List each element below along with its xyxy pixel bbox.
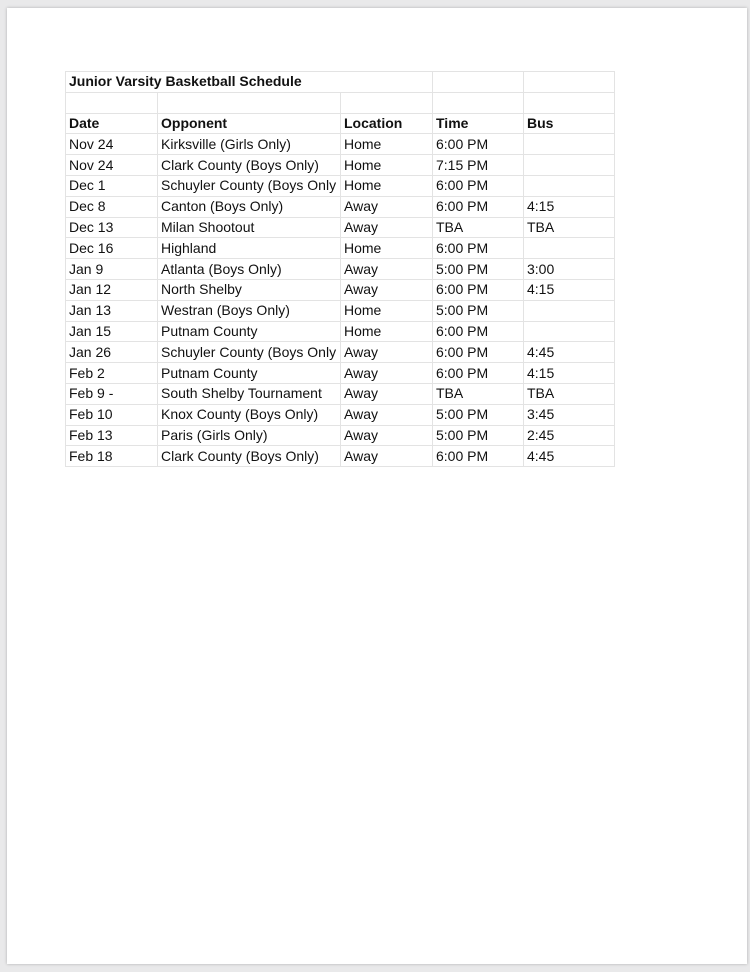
cell-date: Feb 18 — [66, 446, 158, 467]
cell-location: Away — [341, 342, 433, 363]
cell-location: Home — [341, 134, 433, 155]
cell-bus — [524, 300, 615, 321]
cell-bus: 4:45 — [524, 342, 615, 363]
cell-opponent: Putnam County — [158, 363, 341, 384]
empty-cell — [433, 92, 524, 113]
cell-opponent: Clark County (Boys Only) — [158, 446, 341, 467]
header-date: Date — [66, 113, 158, 134]
table-row — [66, 321, 615, 342]
cell-bus: 3:45 — [524, 404, 615, 425]
cell-date: Feb 10 — [66, 404, 158, 425]
cell-date: Jan 26 — [66, 342, 158, 363]
table-row — [66, 196, 615, 217]
cell-bus: 3:00 — [524, 259, 615, 280]
cell-location: Home — [341, 238, 433, 259]
table-row — [66, 446, 615, 467]
cell-time: 5:00 PM — [433, 425, 524, 446]
cell-location: Home — [341, 321, 433, 342]
table-row — [66, 404, 615, 425]
cell-location: Away — [341, 446, 433, 467]
table-row — [66, 363, 615, 384]
cell-time: 6:00 PM — [433, 279, 524, 300]
cell-date: Nov 24 — [66, 134, 158, 155]
cell-opponent: Knox County (Boys Only) — [158, 404, 341, 425]
schedule-title: Junior Varsity Basketball Schedule — [66, 72, 433, 93]
cell-opponent: North Shelby — [158, 279, 341, 300]
table-row — [66, 300, 615, 321]
cell-date: Jan 13 — [66, 300, 158, 321]
cell-opponent: Clark County (Boys Only) — [158, 155, 341, 176]
cell-location: Home — [341, 175, 433, 196]
empty-cell — [524, 92, 615, 113]
cell-bus: 4:15 — [524, 279, 615, 300]
cell-bus: TBA — [524, 383, 615, 404]
cell-bus — [524, 321, 615, 342]
title-row — [66, 72, 615, 93]
table-row — [66, 259, 615, 280]
cell-bus: TBA — [524, 217, 615, 238]
cell-opponent: Highland — [158, 238, 341, 259]
cell-time: TBA — [433, 383, 524, 404]
cell-time: 7:15 PM — [433, 155, 524, 176]
spacer-row — [66, 92, 615, 113]
schedule-table — [65, 71, 615, 467]
cell-opponent: Canton (Boys Only) — [158, 196, 341, 217]
cell-date: Feb 13 — [66, 425, 158, 446]
cell-opponent: Schuyler County (Boys Only — [158, 342, 341, 363]
cell-bus — [524, 238, 615, 259]
cell-location: Away — [341, 196, 433, 217]
cell-date: Feb 2 — [66, 363, 158, 384]
table-row — [66, 175, 615, 196]
cell-date: Dec 1 — [66, 175, 158, 196]
cell-location: Away — [341, 363, 433, 384]
cell-bus: 4:15 — [524, 363, 615, 384]
cell-time: 6:00 PM — [433, 134, 524, 155]
cell-opponent: Atlanta (Boys Only) — [158, 259, 341, 280]
cell-location: Away — [341, 404, 433, 425]
cell-time: 5:00 PM — [433, 300, 524, 321]
cell-bus — [524, 175, 615, 196]
cell-location: Home — [341, 300, 433, 321]
header-row — [66, 113, 615, 134]
table-row — [66, 134, 615, 155]
cell-date: Dec 16 — [66, 238, 158, 259]
cell-bus: 2:45 — [524, 425, 615, 446]
cell-time: 6:00 PM — [433, 446, 524, 467]
cell-time: 6:00 PM — [433, 196, 524, 217]
empty-cell — [341, 92, 433, 113]
table-row — [66, 279, 615, 300]
cell-location: Away — [341, 259, 433, 280]
header-time: Time — [433, 113, 524, 134]
empty-cell — [433, 72, 524, 93]
cell-bus — [524, 155, 615, 176]
empty-cell — [524, 72, 615, 93]
cell-date: Dec 8 — [66, 196, 158, 217]
cell-location: Away — [341, 217, 433, 238]
cell-opponent: Paris (Girls Only) — [158, 425, 341, 446]
header-location: Location — [341, 113, 433, 134]
cell-location: Away — [341, 279, 433, 300]
empty-cell — [66, 92, 158, 113]
cell-opponent: Schuyler County (Boys Only — [158, 175, 341, 196]
cell-opponent: South Shelby Tournament — [158, 383, 341, 404]
cell-date: Jan 15 — [66, 321, 158, 342]
cell-time: 5:00 PM — [433, 404, 524, 425]
cell-time: 6:00 PM — [433, 363, 524, 384]
table-row — [66, 155, 615, 176]
cell-time: TBA — [433, 217, 524, 238]
cell-time: 6:00 PM — [433, 321, 524, 342]
table-row — [66, 217, 615, 238]
cell-time: 6:00 PM — [433, 175, 524, 196]
table-row — [66, 425, 615, 446]
table-row — [66, 383, 615, 404]
cell-opponent: Kirksville (Girls Only) — [158, 134, 341, 155]
empty-cell — [158, 92, 341, 113]
table-row — [66, 238, 615, 259]
cell-time: 5:00 PM — [433, 259, 524, 280]
cell-date: Dec 13 — [66, 217, 158, 238]
cell-location: Home — [341, 155, 433, 176]
cell-time: 6:00 PM — [433, 238, 524, 259]
cell-location: Away — [341, 425, 433, 446]
cell-location: Away — [341, 383, 433, 404]
cell-date: Nov 24 — [66, 155, 158, 176]
cell-bus — [524, 134, 615, 155]
cell-bus: 4:15 — [524, 196, 615, 217]
cell-opponent: Milan Shootout — [158, 217, 341, 238]
cell-date: Jan 9 — [66, 259, 158, 280]
header-bus: Bus — [524, 113, 615, 134]
header-opponent: Opponent — [158, 113, 341, 134]
cell-date: Feb 9 - — [66, 383, 158, 404]
cell-date: Jan 12 — [66, 279, 158, 300]
cell-opponent: Putnam County — [158, 321, 341, 342]
cell-bus: 4:45 — [524, 446, 615, 467]
cell-time: 6:00 PM — [433, 342, 524, 363]
table-row — [66, 342, 615, 363]
document-page — [7, 8, 747, 964]
cell-opponent: Westran (Boys Only) — [158, 300, 341, 321]
